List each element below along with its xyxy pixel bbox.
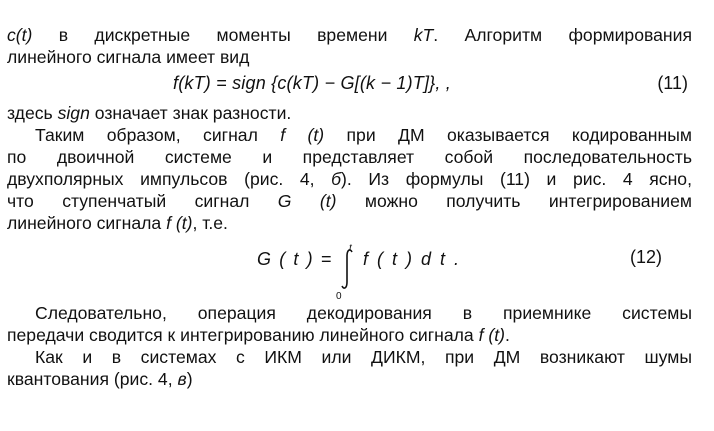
math-sign: sign	[57, 103, 90, 123]
text-span: что ступенчатый сигнал	[7, 191, 278, 211]
equation-11-number: (11)	[657, 73, 688, 93]
equation-12-number: (12)	[629, 247, 662, 267]
text-span: )	[186, 369, 193, 389]
text-span: означает знак разности.	[89, 103, 292, 123]
math-f-t: f (t)	[478, 325, 505, 345]
math-c-t: c(t)	[7, 25, 33, 45]
math-f-t: f (t)	[280, 125, 325, 145]
equation-12	[7, 238, 692, 302]
paragraph-2-line-4	[7, 190, 692, 212]
text-span: . Алгоритм формирования	[433, 25, 692, 45]
figure-ref-v: в	[177, 369, 187, 389]
text-span: передачи сводится к интегрированию линейного сигнала	[7, 325, 479, 345]
text-span: .	[505, 325, 510, 345]
paragraph-2-line-2: по двоичной системе и представляет собой последовательность	[7, 147, 692, 167]
integral-upper-limit: t	[349, 243, 352, 254]
paragraph-4-line-2	[7, 368, 692, 390]
text-span: здесь	[7, 103, 58, 123]
eq-f: f	[173, 73, 179, 93]
text-span: в дискретные моменты времени	[32, 25, 414, 45]
text-span: линейного сигнала	[7, 213, 167, 233]
text-span: квантования (рис. 4,	[7, 369, 178, 389]
equation-11	[7, 72, 692, 96]
text-span: ). Из формулы (11) и рис. 4 ясно,	[341, 169, 692, 189]
text-line-3	[7, 102, 692, 124]
eq-sign: sign	[232, 73, 266, 93]
text-line-2: линейного сигнала имеет вид	[7, 47, 250, 67]
math-g-t: G (t)	[277, 191, 337, 211]
math-f-t: f (t)	[166, 213, 193, 233]
eq-kt: (kT) =	[178, 73, 233, 93]
text-span: можно получить интегрированием	[336, 191, 692, 211]
equation-12-lhs: G ( t ) =	[257, 249, 333, 269]
equation-11-body	[173, 72, 451, 94]
figure-ref-b: б	[331, 169, 342, 189]
paragraph-2-line-5	[7, 212, 692, 234]
document-page	[7, 24, 692, 390]
paragraph-2-line-1	[7, 124, 692, 146]
text-line-1	[7, 24, 692, 46]
math-kt: kT	[413, 25, 434, 45]
equation-12-rhs: f ( t ) d t .	[363, 249, 462, 269]
text-span: , т.е.	[192, 213, 228, 233]
paragraph-3-line-1: Следовательно, операция декодирования в приемнике системы	[35, 303, 692, 323]
eq-rest: {c(kT) − G[(k − 1)T]}, ,	[265, 73, 451, 93]
text-span: двухполярных импульсов (рис. 4,	[7, 169, 332, 189]
paragraph-3-line-2	[7, 324, 692, 346]
integral-lower-limit: 0	[336, 291, 342, 302]
paragraph-4-line-1: Как и в системах с ИКМ или ДИКМ, при ДМ возникают шумы	[35, 347, 692, 367]
text-span: при ДМ оказывается кодированным	[324, 125, 692, 145]
paragraph-2-line-3	[7, 168, 692, 190]
text-span: Таким образом, сигнал	[35, 125, 281, 145]
